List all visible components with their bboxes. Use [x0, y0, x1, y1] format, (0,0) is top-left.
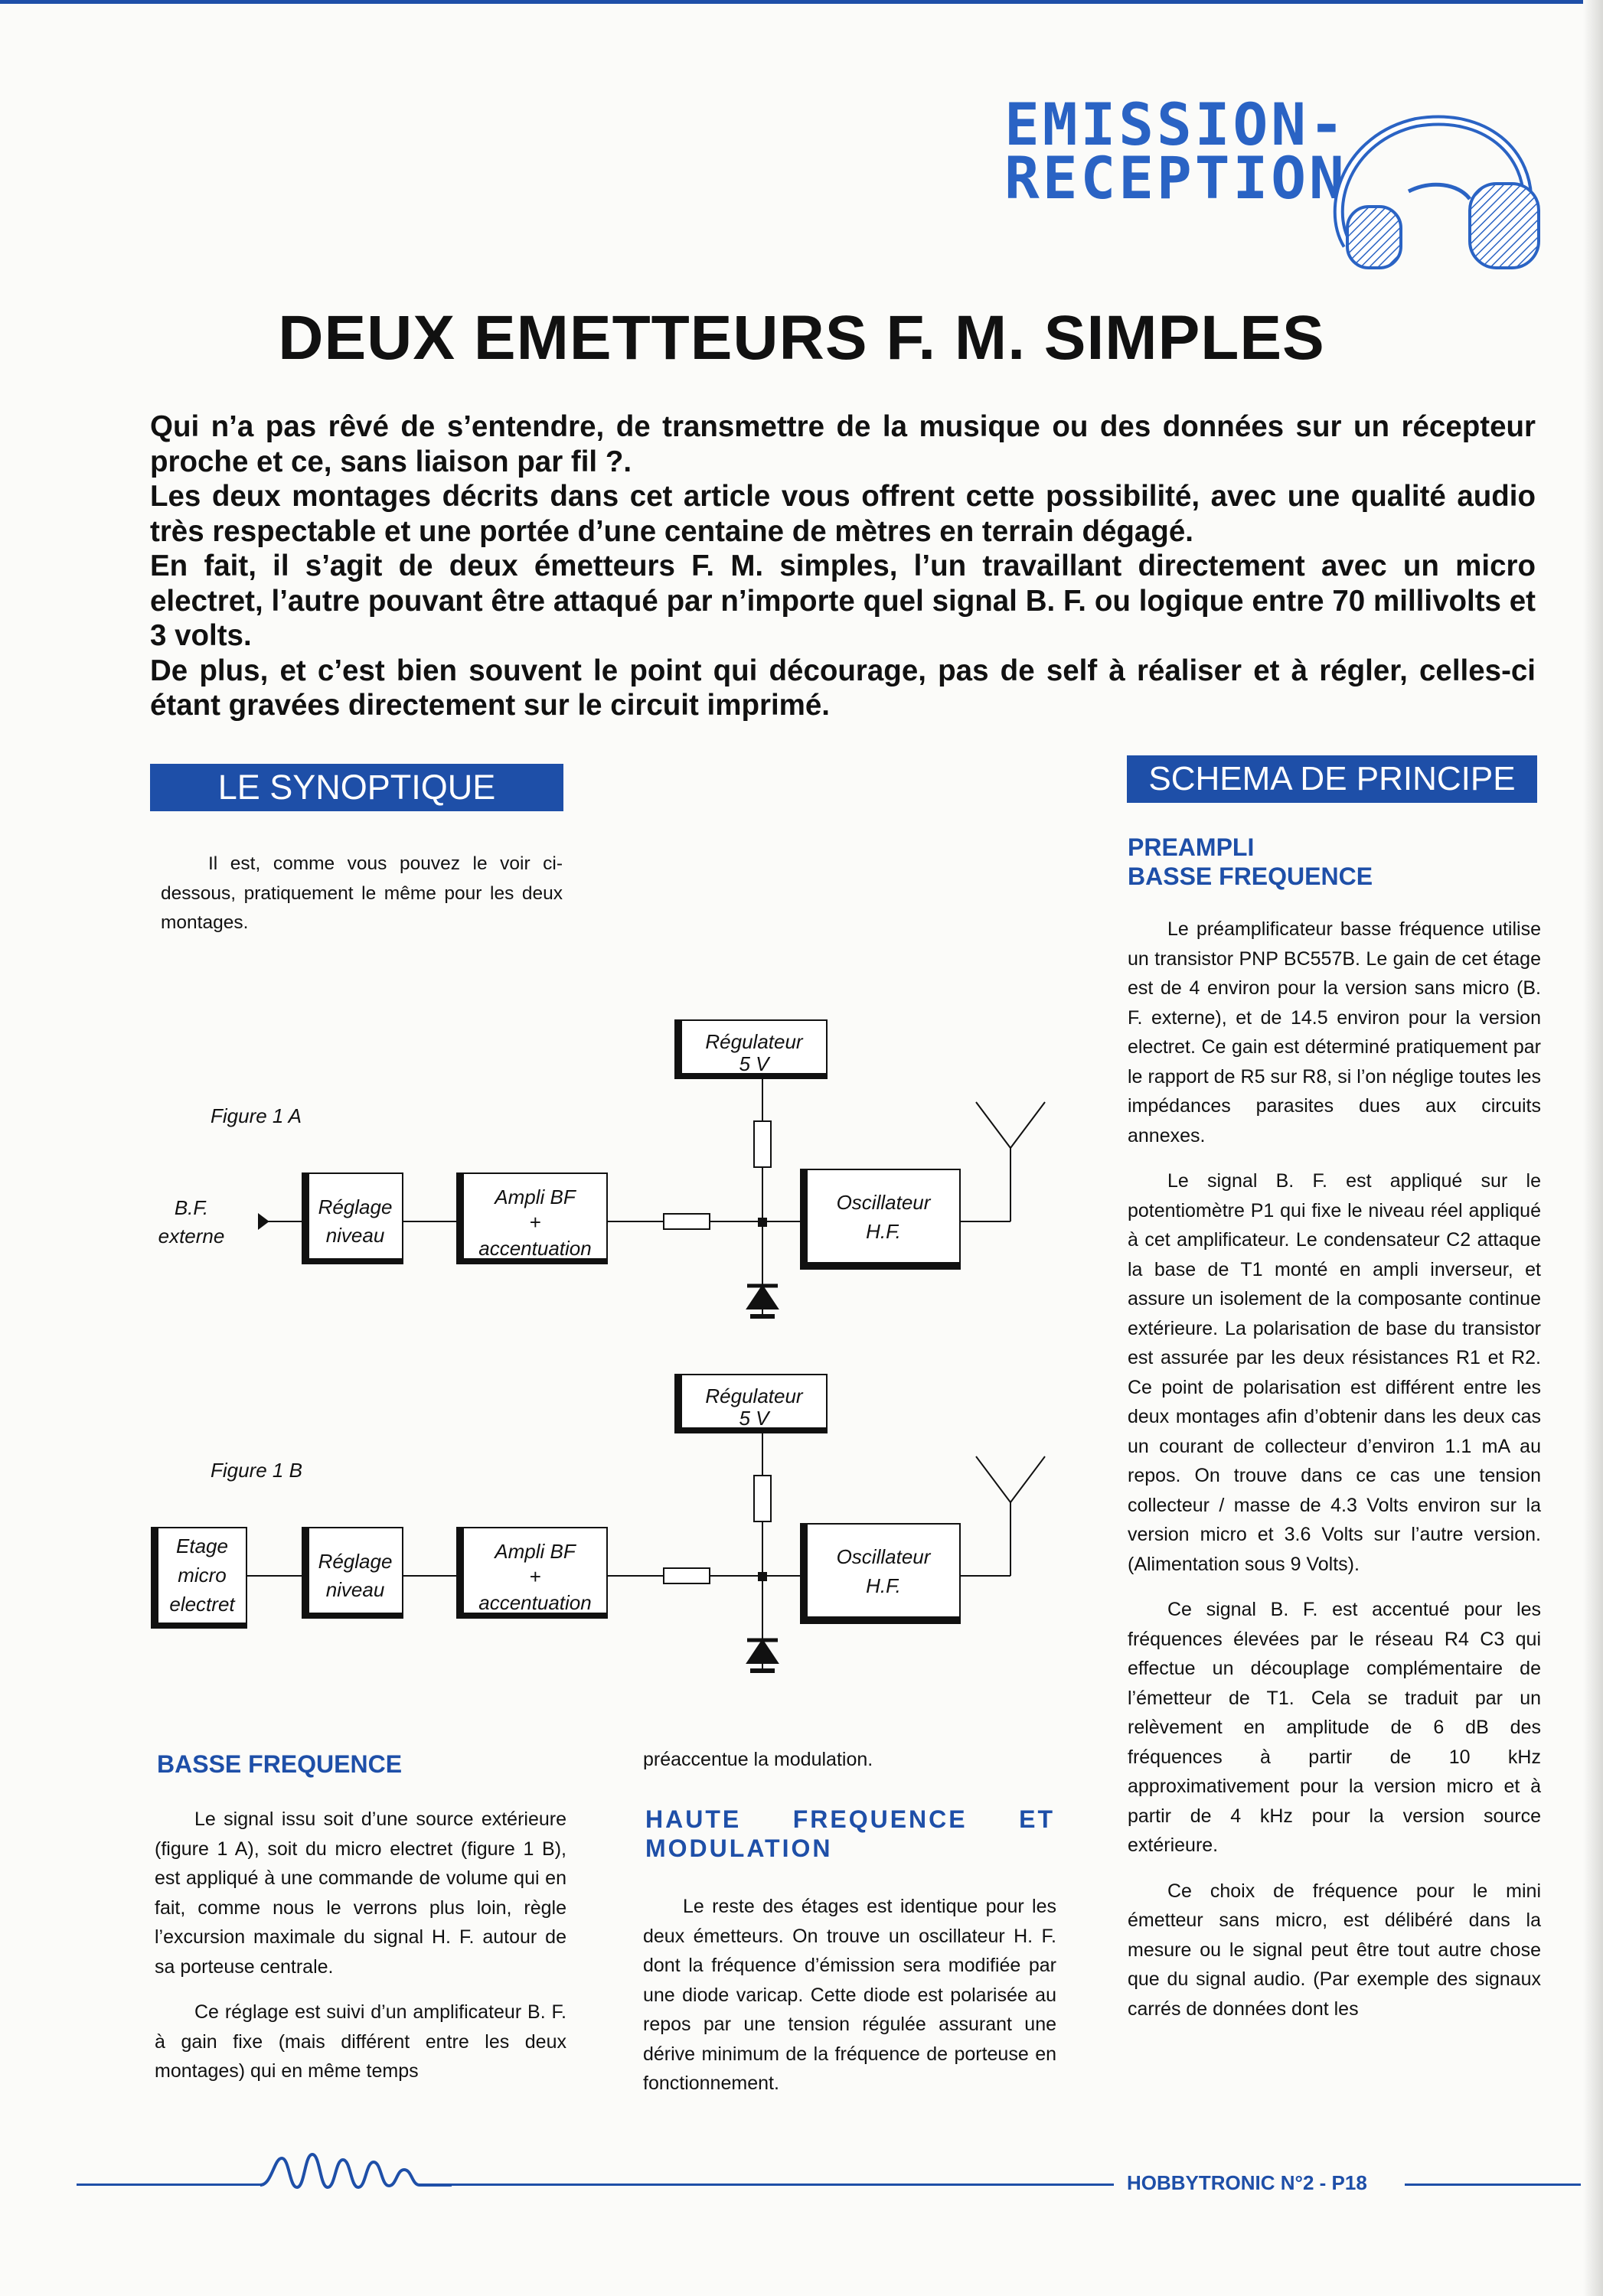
regulator-voltage: 5 V [739, 1052, 769, 1075]
figure-1a-label: Figure 1 A [211, 1104, 302, 1127]
paragraph: Le préamplificateur basse fréquence utilise un transistor PNP BC557B. Le gain de cet étage est de 4 environ pour la version sans micro (B. F. externe), et de 14.5 environ pour la version electret. Ce gain est déterminé pratiquement par le rapport de R5 sur R8, si l’on néglige toutes les impédances parasites dues aux circuits annexes. [1128, 918, 1541, 1146]
block-label: niveau [325, 1578, 385, 1601]
footer-rule-mid [448, 2183, 1114, 2186]
schema-text [1128, 915, 1541, 2040]
paragraph: préaccentue la modulation. [643, 1749, 873, 1770]
footer-rule-left [77, 2183, 264, 2186]
intro-paragraph: De plus, et c’est bien souvent le point qui décourage, pas de self à réaliser et à régler, celles-ci étant gravées directement sur le circuit imprimé. [150, 654, 1536, 722]
heading-preampli [1128, 833, 1537, 891]
waveform-icon [260, 2143, 452, 2204]
regulator-label: Régulateur [705, 1030, 803, 1053]
block-label: H.F. [866, 1574, 901, 1597]
continuation-text [643, 1745, 1056, 1791]
input-label: externe [158, 1225, 225, 1247]
paragraph: Le signal issu soit d’une source extérieure (figure 1 A), soit du micro electret (figure 1 B), est appliqué à une commande de volume qui en fait, comme nous le verrons plus loin, règle l’excursion maximale du signal H. F. autour de sa porteuse centrale. [155, 1808, 566, 1978]
intro-paragraph: En fait, il s’agit de deux émetteurs F. M. simples, l’un travaillant directement avec un micro electret, l’autre pouvant être attaqué par n’importe quel signal B. F. ou logique entre 70 millivolts et 3 volts. [150, 550, 1536, 652]
page-reference: HOBBYTRONIC N°2 - P18 [1127, 2171, 1367, 2194]
heading-haute-frequence: HAUTE FREQUENCE ET MODULATION [645, 1805, 1055, 1862]
paragraph: Ce choix de fréquence pour le mini émetteur sans micro, est délibéré dans la mesure ou le signal peut être tout autre chose que du signal audio. (Par exemple des signaux carrés de données dont les [1128, 1880, 1541, 2020]
intro-paragraph: Qui n’a pas rêvé de s’entendre, de transmettre de la musique ou des données sur un récepteur proche et ce, sans liaison par fil ?. [150, 410, 1536, 478]
block-label: micro [178, 1564, 227, 1587]
block-label: Etage [176, 1534, 228, 1557]
synoptique-paragraph: Il est, comme vous pouvez le voir ci-dessous, pratiquement le même pour les deux montages. [161, 853, 563, 933]
block-label: Oscillateur [836, 1545, 931, 1568]
block-label: Réglage [318, 1550, 393, 1573]
paragraph: Le signal B. F. est appliqué sur le potentiomètre P1 qui fixe le niveau réel appliqué à cet amplificateur. Le condensateur C2 attaque la base de T1 monté en ampli inverseur, et assure un isolement de la composante continue extérieure. La polarisation de base du transistor est assurée par les deux résistances R1 et R2. Ce point de polarisation est différent entre les deux montages afin d’obtenir dans les deux cas un courant de collecteur d’environ 1.1 mA au repos. On trouve dans ce cas une tension collecteur / masse de 4.3 Volts environ sur la version micro et 3.6 Volts sur l’autre version. (Alimentation sous 9 Volts). [1128, 1170, 1541, 1575]
section-heading-synoptique: LE SYNOPTIQUE [150, 764, 563, 811]
block-label: Ampli BF [495, 1540, 576, 1563]
block-label: accentuation [478, 1591, 592, 1614]
figure-1a [259, 1020, 1045, 1316]
heading-basse-frequence: BASSE FREQUENCE [157, 1750, 403, 1778]
paragraph: Ce signal B. F. est accentué pour les fréquences élevées par le réseau R4 C3 qui effectue un découplage complémentaire de l’émetteur de T1. Cela se traduit par un relèvement en amplitude de 6 dB des fréquences à partir de 10 kHz approximativement pour la version micro et à partir de 4 kHz pour la version source extérieure. [1128, 1599, 1541, 1856]
top-rule [0, 0, 1603, 4]
basse-frequence-text [155, 1805, 566, 2102]
logo-line-1: EMISSION- [1004, 90, 1347, 158]
regulator-voltage: 5 V [739, 1407, 769, 1430]
logo-line-2: RECEPTION [1004, 144, 1347, 212]
article-intro [150, 409, 1536, 723]
figure-1b-label: Figure 1 B [211, 1459, 302, 1482]
heading-line: PREAMPLI [1128, 833, 1255, 861]
heading-line: BASSE FREQUENCE [1128, 863, 1373, 890]
footer-rule-right [1405, 2183, 1581, 2186]
synoptique-text [161, 850, 563, 938]
headphones-icon [1301, 92, 1554, 276]
article-title: DEUX EMETTEURS F. M. SIMPLES [278, 303, 1325, 373]
block-diagram [145, 1003, 1087, 1676]
paragraph: Le reste des étages est identique pour les deux émetteurs. On trouve un oscillateur H. F. dont la fréquence d’émission sera modifiée par une diode varicap. Cette diode est polarisée au repos par une tension régulée assurant une dérive minimum de la fréquence de porteuse en fonctionnement. [643, 1896, 1056, 2094]
block-label: Ampli BF [495, 1186, 576, 1208]
block-label: H.F. [866, 1220, 901, 1243]
block-label: Oscillateur [836, 1191, 931, 1214]
intro-paragraph: Les deux montages décrits dans cet article vous offrent cette possibilité, avec une qualité audio très respectable et une portée d’une centaine de mètres en terrain dégagé. [150, 480, 1536, 548]
block-label: + [529, 1211, 541, 1234]
block-label: electret [169, 1593, 235, 1616]
figure-1b [152, 1375, 1045, 1671]
block-label: niveau [325, 1224, 385, 1247]
section-logo-text [1004, 90, 1347, 212]
block-label: accentuation [478, 1237, 592, 1260]
section-heading-schema: SCHEMA DE PRINCIPE [1127, 755, 1537, 803]
block-label: + [529, 1565, 541, 1588]
block-label: Réglage [318, 1195, 393, 1218]
regulator-label: Régulateur [705, 1384, 803, 1407]
haute-frequence-text [643, 1892, 1056, 2115]
paragraph: Ce réglage est suivi d’un amplificateur B. F. à gain fixe (mais différent entre les deux montages) qui en même temps [155, 2001, 566, 2082]
input-label: B.F. [174, 1196, 209, 1219]
